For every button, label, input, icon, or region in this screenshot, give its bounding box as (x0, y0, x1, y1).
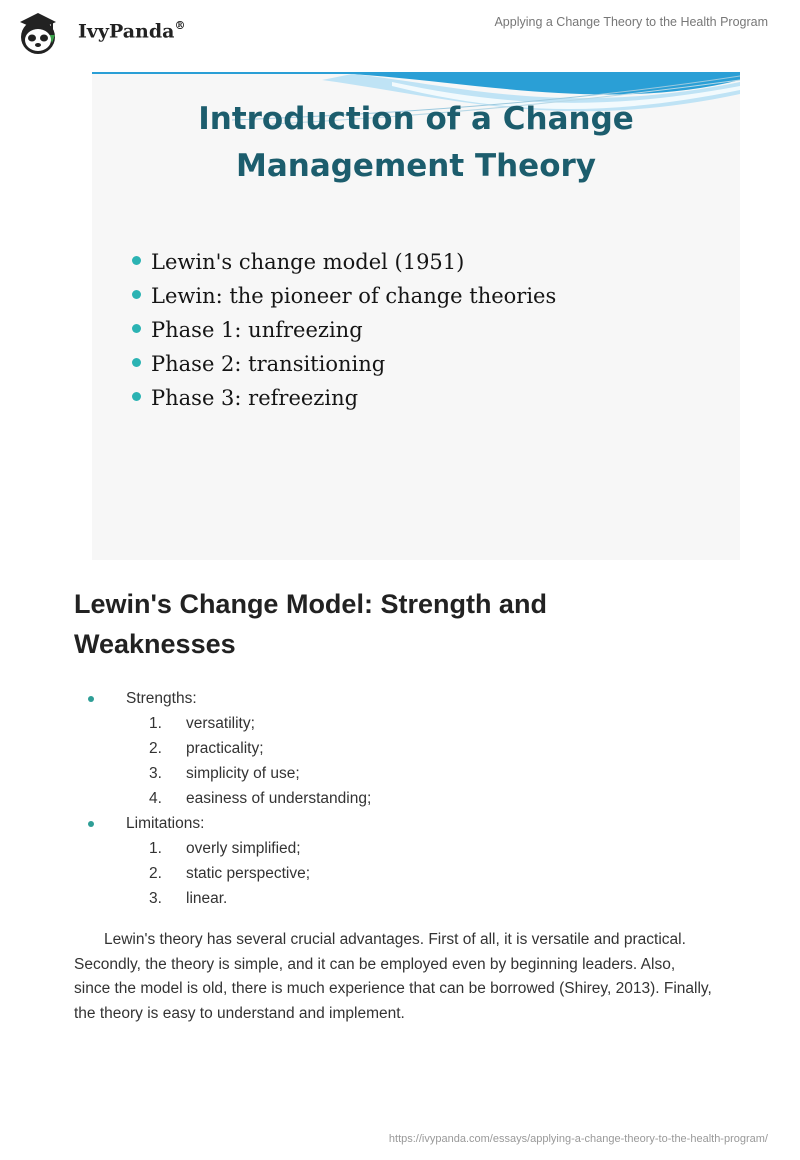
brand-name[interactable]: IvyPanda® (78, 19, 186, 43)
slide-title: Introduction of a Change Management Theory (198, 101, 634, 184)
slide-image (92, 72, 740, 560)
slide-bullet-list (132, 245, 556, 415)
bullet-dot-icon (132, 324, 141, 333)
body-paragraph: Lewin's theory has several crucial advantages. First of all, it is versatile and practical. Secondly, the theory is simple, and it can be employed even by beginning leaders. Also, since the model is old, there is much experience that can be borrowed (Shirey, 2013). Finally, the theory is easy to understand and implement. (74, 931, 712, 1022)
slide-bullet: Phase 2: transitioning (132, 347, 556, 381)
bullet-dot-icon (88, 821, 94, 827)
bullet-dot-icon (132, 290, 141, 299)
slide-bullet: Lewin's change model (1951) (132, 245, 556, 279)
slide-bullet: Phase 3: refreezing (132, 381, 556, 415)
bullet-dot-icon (132, 256, 141, 265)
slide-bullet: Phase 1: unfreezing (132, 313, 556, 347)
bullet-dot-icon (132, 358, 141, 367)
bullet-dot-icon (88, 696, 94, 702)
bullet-dot-icon (132, 392, 141, 401)
slide-bullet: Lewin: the pioneer of change theories (132, 279, 556, 313)
source-url-link[interactable]: https://ivypanda.com/essays/applying-a-change-theory-to-the-health-program/ (388, 1133, 768, 1145)
page-header (0, 0, 800, 60)
section-heading: Lewin's Change Model: Strength and Weaknesses (74, 589, 547, 659)
panda-logo-icon[interactable] (14, 9, 62, 57)
document-title: Applying a Change Theory to the Health Program (494, 15, 768, 29)
